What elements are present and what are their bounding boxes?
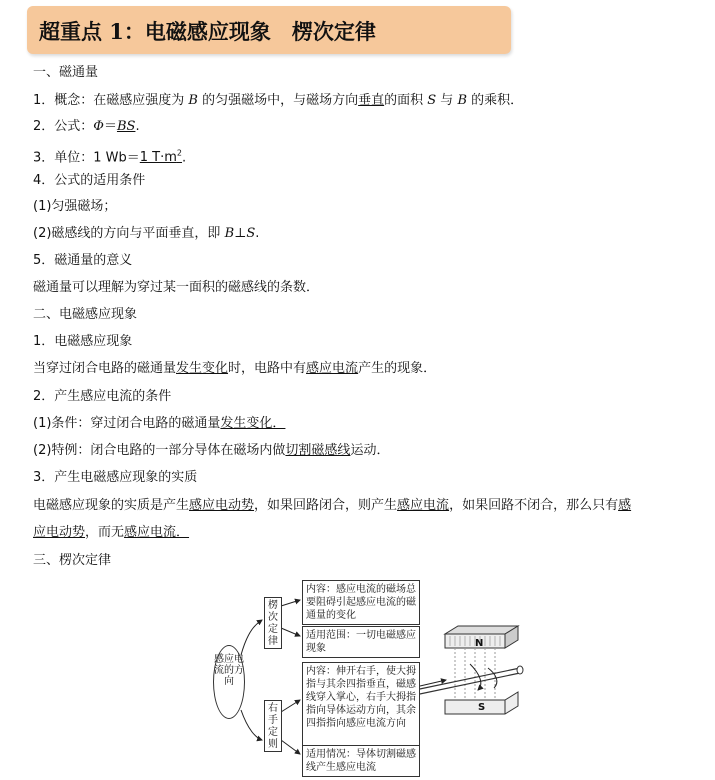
magnet-figure	[415, 626, 523, 714]
current-conditions-heading: 2．产生感应电流的条件	[33, 389, 172, 404]
text-span: .	[135, 119, 140, 134]
page-title: 超重点 1：电磁感应现象 楞次定律	[39, 19, 376, 44]
text-span: 的乘积．	[467, 93, 524, 108]
text-span: 1．概念：在磁感应强度为	[33, 93, 189, 108]
symbol-phi: Φ	[93, 119, 104, 134]
text-span: 2．公式：	[33, 119, 94, 134]
text-span: 运动．	[350, 443, 390, 458]
text-span: 电磁感应现象的实质是产生	[33, 498, 190, 513]
underlined-term: BS	[116, 119, 136, 134]
right-hand-content-box: 内容：伸开右手，使大拇指与其余四指垂直，磁感线穿入掌心，右手大拇指指向导体运动方向，其余四指指向感应电流方向	[302, 662, 420, 746]
underlined-term: 感应电流．	[124, 525, 190, 540]
text-span: 的面积	[384, 93, 428, 108]
text-span: ，而无	[85, 525, 125, 540]
lenz-scope-box: 适用范围：一切电磁感应现象	[302, 626, 420, 658]
flux-meaning: 磁通量可以理解为穿过某一面积的磁感线的条数．	[33, 280, 320, 295]
text-span: ，如果回路闭合，则产生	[254, 498, 398, 513]
text-span: (2)磁感线的方向与平面垂直，即	[33, 226, 225, 241]
section-1-heading: 一、磁通量	[33, 65, 99, 80]
right-hand-scope-box: 适用情况：导体切割磁感线产生感应电流	[302, 745, 420, 777]
text-span: 当穿过闭合电路的磁通量	[33, 361, 177, 376]
text-span: 时，电路中有	[228, 361, 307, 376]
formula-conditions: 4．公式的适用条件	[33, 173, 146, 188]
underlined-term: 应电动势	[33, 525, 86, 540]
text-span: .	[255, 226, 260, 241]
superscript: 2	[176, 149, 183, 158]
text-span: 产生的现象．	[358, 361, 437, 376]
text-span: ＝	[103, 119, 117, 134]
symbol-b: B	[457, 93, 467, 108]
underlined-term: 感应电动势	[189, 498, 255, 513]
text-span: 与	[436, 93, 458, 108]
text-span: (1)条件：穿过闭合电路的磁通量	[33, 416, 221, 431]
text-span: (2)特例：闭合电路的一部分导体在磁场内做	[33, 443, 286, 458]
underlined-term: 感应电流	[397, 498, 450, 513]
text-span: 的匀强磁场中，与磁场方向	[197, 93, 359, 108]
condition-1: (1)匀强磁场；	[33, 199, 117, 214]
symbol-b: B	[188, 93, 198, 108]
text-span: .	[182, 150, 187, 166]
branch-lenz-law: 楞次定律	[264, 597, 282, 649]
magnet-south-label: S	[478, 702, 486, 713]
center-node: 感应电流的方向	[213, 645, 245, 719]
essence-heading: 3．产生电磁感应现象的实质	[33, 470, 198, 485]
magnet-north-label: N	[475, 638, 484, 649]
text-span: 1 T·m	[139, 150, 177, 166]
lenz-content-box: 内容：感应电流的磁场总要阻碍引起感应电流的磁通量的变化	[302, 580, 420, 625]
underlined-term: 切割磁感线	[285, 443, 351, 458]
em-induction-heading: 1．电磁感应现象	[33, 334, 133, 349]
symbol-b-perp-s: B⊥S	[224, 226, 256, 241]
section-3-heading: 三、楞次定律	[33, 553, 112, 568]
flux-meaning-heading: 5．磁通量的意义	[33, 253, 133, 268]
symbol-s: S	[427, 93, 437, 108]
text-span: 3．单位：1 Wb＝	[33, 150, 140, 166]
underlined-term: 发生变化．	[220, 416, 286, 431]
underlined-term: 感应电流	[306, 361, 359, 376]
underlined-term: 发生变化	[176, 361, 229, 376]
text-span: ，如果回路不闭合，那么只有	[449, 498, 619, 513]
section-2-heading: 二、电磁感应现象	[33, 307, 138, 322]
underlined-term: 垂直	[358, 93, 385, 108]
branch-right-hand-rule: 右手定则	[264, 700, 282, 752]
underlined-term: 感	[618, 498, 632, 513]
